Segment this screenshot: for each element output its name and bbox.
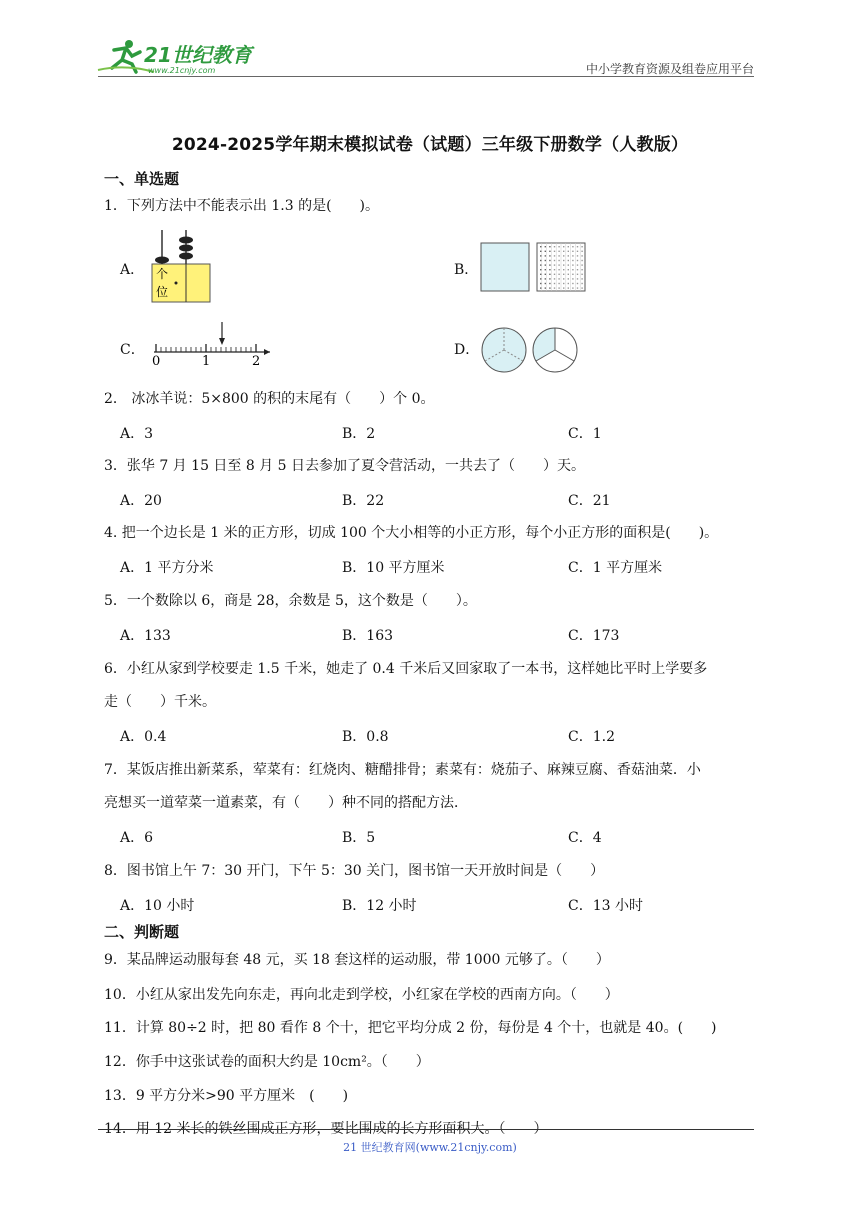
tick-label: 0 [152,354,161,368]
question-10: 10．小红从家出发先向东走，再向北走到学校，小红家在学校的西南方向。（ ） [104,987,619,1003]
footer-source: 21 世纪教育网(www.21cnjy.com) [343,1141,517,1154]
platform-name: 中小学教育资源及组卷应用平台 [585,62,754,76]
question-7: 7．某饭店推出新菜系，荤菜有：红烧肉、糖醋排骨；素菜有：烧茄子、麻辣豆腐、香菇油菜．小 [104,762,701,778]
answer-option[interactable]: C．21 [568,493,611,509]
question-7-continued: 亮想买一道荤菜一道素菜，有（ ）种不同的搭配方法． [104,795,468,811]
circle-fractions-figure [481,326,581,374]
page-title: 2024-2025学年期末模拟试卷（试题）三年级下册数学（人教版） [171,135,689,155]
option-label: B． [454,262,479,278]
answer-option[interactable]: C．173 [568,628,620,644]
answer-option[interactable]: C．13 小时 [568,898,643,914]
logo [96,36,256,76]
logo-text: 21世纪教育 [144,43,252,67]
answer-option[interactable]: C．1 平方厘米 [568,560,663,576]
logo-url: www.21cnjy.com [148,66,216,75]
footer-divider [98,1129,754,1130]
question-3: 3．张华 7 月 15 日至 8 月 5 日去参加了夏令营活动，一共去了（ ）天。 [104,458,586,474]
question-1: 1．下列方法中不能表示出 1.3 的是( )。 [104,198,379,214]
question-8: 8．图书馆上午 7：30 开门，下午 5：30 关门，图书馆一天开放时间是（ ） [104,863,605,879]
answer-option[interactable]: B．22 [342,493,385,509]
answer-option[interactable]: A．20 [120,493,162,509]
option-label: D． [454,342,480,358]
answer-option[interactable]: B．12 小时 [342,898,417,914]
abacus-label-wei: 位 [156,285,169,299]
answer-option[interactable]: B．5 [342,830,376,846]
question-9: 9．某品牌运动服每套 48 元，买 18 套这样的运动服，带 1000 元够了。（ ） [104,952,610,968]
answer-option[interactable]: B．0.8 [342,729,389,745]
question-5: 5．一个数除以 6，商是 28，余数是 5，这个数是（ ）。 [104,593,477,609]
question-2: 2． 冰冰羊说：5×800 的积的末尾有（ ）个 0。 [104,391,435,407]
answer-option[interactable]: A．10 小时 [120,898,195,914]
abacus-figure [150,228,212,304]
tick-label: 2 [252,354,261,368]
answer-option[interactable]: B．163 [342,628,394,644]
abacus-label-ge: 个 [156,267,169,281]
grid-squares-figure [480,241,590,294]
answer-option[interactable]: B．10 平方厘米 [342,560,445,576]
answer-option[interactable]: C．4 [568,830,602,846]
question-14: 14．用 12 米长的铁丝围成正方形，要比围成的长方形面积大。（ ） [104,1121,548,1137]
option-label: A． [120,262,145,278]
answer-option[interactable]: A．133 [120,628,171,644]
question-4: 4. 把一个边长是 1 米的正方形，切成 100 个大小相等的小正方形，每个小正方形的面积是( )。 [104,525,719,541]
section-heading: 二、判断题 [104,923,180,941]
question-12: 12．你手中这张试卷的面积大约是 10cm²。（ ） [104,1054,430,1070]
question-11: 11．计算 80÷2 时，把 80 看作 8 个十，把它平均分成 2 份，每份是 4 个十，也就是 40。( ) [104,1020,717,1036]
header-divider [98,76,754,77]
answer-option[interactable]: A．1 平方分米 [120,560,214,576]
answer-option[interactable]: A．6 [120,830,154,846]
answer-option[interactable]: A．3 [120,426,154,442]
question-13: 13．9 平方分米>90 平方厘米 ( ) [104,1088,349,1104]
question-6: 6．小红从家到学校要走 1.5 千米，她走了 0.4 千米后又回家取了一本书，这样她比平时上学要多 [104,661,708,677]
answer-option[interactable]: C．1 [568,426,602,442]
option-label: C． [120,342,145,358]
question-6-continued: 走（ ）千米。 [104,694,216,710]
tick-label: 1 [202,354,211,368]
answer-option[interactable]: A．0.4 [120,729,167,745]
answer-option[interactable]: C．1.2 [568,729,615,745]
answer-option[interactable]: B．2 [342,426,376,442]
section-heading: 一、单选题 [104,170,180,188]
number-line-figure [146,318,276,368]
